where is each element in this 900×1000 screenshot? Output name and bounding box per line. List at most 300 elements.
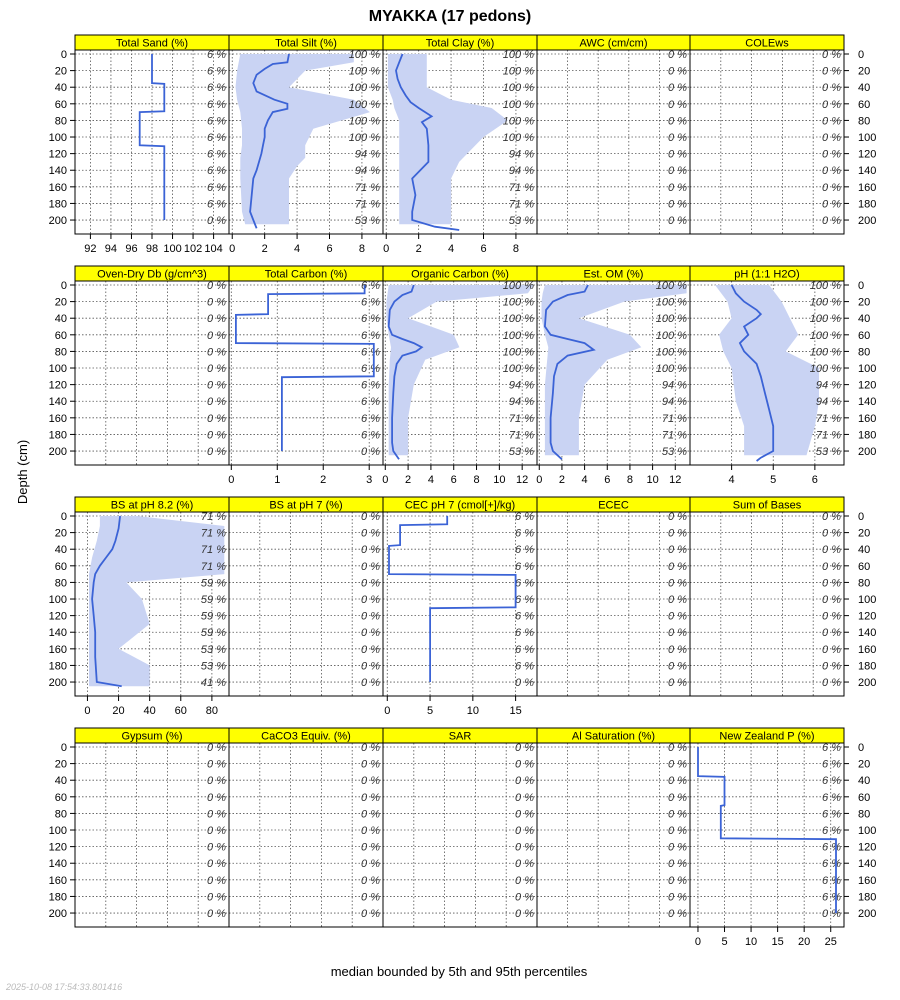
x-tick-label: 10	[646, 474, 659, 486]
sample-percent-label: 100 %	[348, 65, 380, 78]
y-tick-label: 160	[858, 181, 877, 194]
y-tick-label: 200	[48, 677, 67, 690]
sample-percent-label: 59 %	[200, 610, 226, 623]
y-tick-label: 140	[48, 627, 67, 640]
y-tick-label: 140	[858, 858, 877, 871]
sample-percent-label: 100 %	[502, 296, 534, 309]
sample-percent-label: 6 %	[207, 49, 226, 61]
sample-percent-label: 100 %	[348, 98, 380, 111]
y-tick-label: 100	[48, 363, 67, 376]
x-tick-label: 4	[581, 474, 588, 486]
sample-percent-label: 6 %	[822, 874, 841, 887]
sample-percent-label: 0 %	[668, 677, 687, 690]
panel	[690, 728, 844, 948]
panel	[229, 728, 383, 927]
sample-percent-label: 6 %	[361, 396, 380, 409]
sample-percent-label: 0 %	[207, 296, 226, 309]
sample-percent-label: 0 %	[668, 65, 687, 78]
panel	[383, 728, 537, 927]
panel-strip-label: Gypsum (%)	[121, 730, 183, 743]
sample-percent-label: 6 %	[207, 148, 226, 161]
sample-percent-label: 100 %	[655, 329, 687, 342]
sample-percent-label: 6 %	[515, 560, 534, 573]
sample-percent-label: 6 %	[207, 65, 226, 78]
y-tick-label: 200	[858, 446, 877, 459]
sample-percent-label: 0 %	[207, 329, 226, 342]
sample-percent-label: 6 %	[207, 82, 226, 95]
x-tick-label: 94	[104, 243, 118, 255]
sample-percent-label: 0 %	[822, 544, 841, 557]
sample-percent-label: 0 %	[668, 610, 687, 623]
y-tick-label: 200	[48, 215, 67, 228]
y-tick-label: 60	[858, 98, 871, 111]
panel-strip-label: Organic Carbon (%)	[411, 268, 509, 281]
sample-percent-label: 53 %	[508, 215, 534, 228]
sample-percent-label: 94 %	[815, 379, 841, 392]
sample-percent-label: 71 %	[661, 429, 687, 442]
sample-percent-label: 0 %	[207, 758, 226, 771]
sample-percent-label: 0 %	[207, 791, 226, 804]
sample-percent-label: 0 %	[668, 98, 687, 111]
sample-percent-label: 0 %	[361, 560, 380, 573]
x-tick-label: 8	[358, 243, 365, 255]
sample-percent-label: 100 %	[348, 132, 380, 145]
y-tick-label: 120	[48, 841, 67, 854]
y-tick-label: 60	[858, 560, 871, 573]
x-tick-label: 4	[448, 243, 455, 255]
x-tick-label: 5	[770, 474, 777, 486]
y-tick-label: 60	[54, 560, 67, 573]
y-tick-label: 80	[858, 808, 871, 821]
sample-percent-label: 6 %	[361, 363, 380, 376]
sample-percent-label: 0 %	[361, 660, 380, 673]
y-tick-label: 20	[54, 296, 67, 309]
sample-percent-label: 0 %	[822, 82, 841, 95]
sample-percent-label: 53 %	[354, 215, 380, 228]
y-tick-label: 180	[48, 429, 67, 442]
sample-percent-label: 71 %	[815, 429, 841, 442]
sample-percent-label: 0 %	[668, 808, 687, 821]
y-tick-label: 0	[858, 742, 865, 754]
y-tick-label: 0	[60, 49, 67, 61]
panel	[228, 266, 383, 486]
x-tick-label: 0	[229, 243, 236, 255]
sample-percent-label: 6 %	[822, 775, 841, 788]
y-tick-label: 140	[48, 396, 67, 409]
sample-percent-label: 0 %	[207, 858, 226, 871]
y-tick-label: 160	[858, 412, 877, 425]
x-tick-label: 0	[384, 705, 391, 717]
sample-percent-label: 0 %	[515, 825, 534, 838]
x-tick-label: 40	[143, 705, 156, 717]
sample-percent-label: 0 %	[668, 908, 687, 921]
sample-percent-label: 6 %	[822, 825, 841, 838]
sample-percent-label: 0 %	[361, 891, 380, 904]
y-tick-label: 20	[54, 65, 67, 78]
panel	[690, 266, 844, 486]
sample-percent-label: 0 %	[668, 577, 687, 590]
sample-percent-label: 0 %	[361, 908, 380, 921]
panel-frame	[229, 743, 383, 927]
y-tick-label: 120	[48, 148, 67, 161]
x-tick-label: 80	[205, 705, 219, 717]
sample-percent-label: 0 %	[668, 148, 687, 161]
sample-percent-label: 0 %	[361, 610, 380, 623]
x-tick-label: 4	[728, 474, 735, 486]
y-tick-label: 100	[48, 132, 67, 145]
panel	[75, 35, 229, 255]
sample-percent-label: 0 %	[207, 429, 226, 442]
sample-percent-label: 0 %	[668, 132, 687, 145]
panel-strip-label: New Zealand P (%)	[719, 730, 815, 743]
sample-percent-label: 0 %	[822, 215, 841, 228]
sample-percent-label: 6 %	[515, 577, 534, 590]
sample-percent-label: 0 %	[822, 610, 841, 623]
sample-percent-label: 6 %	[361, 429, 380, 442]
panel-strip-label: BS at pH 8.2 (%)	[110, 499, 194, 512]
sample-percent-label: 0 %	[822, 165, 841, 178]
sample-percent-label: 100 %	[809, 313, 841, 326]
sample-percent-label: 0 %	[361, 841, 380, 854]
y-tick-label: 0	[858, 511, 865, 523]
x-tick-label: 3	[366, 474, 373, 486]
x-tick-label: 20	[798, 936, 811, 948]
sample-percent-label: 100 %	[809, 363, 841, 376]
sample-percent-label: 6 %	[822, 858, 841, 871]
y-tick-label: 180	[48, 660, 67, 673]
x-axis-label: median bounded by 5th and 95th percentiles	[330, 964, 588, 979]
panel	[536, 266, 690, 486]
sample-percent-label: 0 %	[668, 758, 687, 771]
sample-percent-label: 53 %	[508, 446, 534, 459]
sample-percent-label: 0 %	[207, 346, 226, 359]
chart-title: MYAKKA (17 pedons)	[368, 8, 532, 25]
sample-percent-label: 6 %	[515, 544, 534, 557]
sample-percent-label: 0 %	[207, 363, 226, 376]
sample-percent-label: 0 %	[822, 49, 841, 61]
sample-percent-label: 0 %	[361, 791, 380, 804]
panel	[383, 35, 537, 255]
sample-percent-label: 0 %	[822, 98, 841, 111]
panel-strip-label: Oven-Dry Db (g/cm^3)	[97, 268, 207, 281]
sample-percent-label: 71 %	[200, 560, 226, 573]
sample-percent-label: 100 %	[502, 98, 534, 111]
y-tick-label: 100	[858, 132, 877, 145]
y-tick-label: 100	[858, 825, 877, 838]
sample-percent-label: 6 %	[822, 891, 841, 904]
sample-percent-label: 6 %	[207, 115, 226, 128]
y-tick-label: 40	[858, 313, 871, 326]
sample-percent-label: 94 %	[354, 148, 380, 161]
sample-percent-label: 0 %	[361, 677, 380, 690]
x-tick-label: 5	[721, 936, 728, 948]
sample-percent-label: 0 %	[822, 132, 841, 145]
sample-percent-label: 0 %	[361, 858, 380, 871]
y-tick-label: 140	[48, 858, 67, 871]
x-tick-label: 6	[326, 243, 333, 255]
sample-percent-label: 100 %	[809, 346, 841, 359]
y-tick-label: 40	[54, 313, 67, 326]
y-tick-label: 80	[54, 577, 67, 590]
sample-percent-label: 0 %	[207, 908, 226, 921]
sample-percent-label: 6 %	[361, 280, 380, 292]
y-tick-label: 180	[858, 891, 877, 904]
sample-percent-label: 71 %	[200, 527, 226, 540]
x-tick-label: 8	[626, 474, 633, 486]
y-tick-label: 20	[858, 527, 871, 540]
sample-percent-label: 94 %	[508, 148, 534, 161]
sample-percent-label: 6 %	[515, 660, 534, 673]
y-tick-label: 200	[48, 908, 67, 921]
sample-percent-label: 0 %	[207, 280, 226, 292]
sample-percent-label: 0 %	[361, 627, 380, 640]
x-tick-label: 0	[84, 705, 91, 717]
sample-percent-label: 100 %	[502, 82, 534, 95]
sample-percent-label: 100 %	[809, 296, 841, 309]
y-tick-label: 180	[48, 198, 67, 211]
y-tick-label: 140	[858, 396, 877, 409]
y-tick-label: 100	[48, 594, 67, 607]
y-tick-label: 140	[858, 165, 877, 178]
sample-percent-label: 0 %	[361, 825, 380, 838]
x-tick-label: 12	[516, 474, 529, 486]
sample-percent-label: 59 %	[200, 594, 226, 607]
panel-strip-label: CEC pH 7 (cmol[+]/kg)	[404, 499, 516, 512]
x-tick-label: 0	[536, 474, 543, 486]
y-tick-label: 80	[54, 346, 67, 359]
x-tick-label: 60	[174, 705, 187, 717]
panel-strip-label: SAR	[448, 730, 472, 743]
x-tick-label: 6	[480, 243, 487, 255]
y-tick-label: 200	[48, 446, 67, 459]
sample-percent-label: 0 %	[515, 874, 534, 887]
sample-percent-label: 6 %	[822, 758, 841, 771]
panel	[537, 728, 690, 927]
sample-percent-label: 0 %	[822, 643, 841, 656]
sample-percent-label: 71 %	[661, 412, 687, 425]
sample-percent-label: 100 %	[655, 296, 687, 309]
x-tick-label: 0	[383, 243, 390, 255]
sample-percent-label: 100 %	[502, 115, 534, 128]
panel	[690, 35, 844, 234]
sample-percent-label: 100 %	[502, 132, 534, 145]
sample-percent-label: 0 %	[822, 511, 841, 523]
sample-percent-label: 0 %	[361, 758, 380, 771]
sample-percent-label: 6 %	[822, 841, 841, 854]
y-tick-label: 60	[858, 791, 871, 804]
sample-percent-label: 0 %	[515, 775, 534, 788]
median-line	[236, 285, 374, 451]
y-tick-label: 60	[54, 791, 67, 804]
sample-percent-label: 0 %	[822, 115, 841, 128]
percentile-band	[388, 54, 508, 224]
panel-frame	[690, 743, 844, 927]
y-tick-label: 120	[858, 148, 877, 161]
panel-frame	[75, 281, 229, 465]
sample-percent-label: 0 %	[207, 379, 226, 392]
sample-percent-label: 100 %	[502, 65, 534, 78]
sample-percent-label: 0 %	[515, 808, 534, 821]
y-tick-label: 180	[48, 891, 67, 904]
x-tick-label: 2	[261, 243, 268, 255]
sample-percent-label: 0 %	[515, 791, 534, 804]
sample-percent-label: 0 %	[668, 215, 687, 228]
sample-percent-label: 0 %	[515, 858, 534, 871]
sample-percent-label: 0 %	[361, 527, 380, 540]
y-tick-label: 80	[54, 808, 67, 821]
sample-percent-label: 0 %	[668, 165, 687, 178]
x-tick-label: 15	[771, 936, 784, 948]
sample-percent-label: 0 %	[515, 758, 534, 771]
sample-percent-label: 94 %	[354, 165, 380, 178]
sample-percent-label: 0 %	[668, 660, 687, 673]
x-tick-label: 102	[183, 243, 203, 255]
x-tick-label: 92	[84, 243, 97, 255]
panel-frame	[75, 743, 229, 927]
percentile-band	[715, 285, 819, 455]
sample-percent-label: 0 %	[361, 775, 380, 788]
sample-percent-label: 94 %	[661, 379, 687, 392]
sample-percent-label: 6 %	[361, 412, 380, 425]
panel-frame	[229, 512, 383, 696]
panel-strip-label: AWC (cm/cm)	[579, 37, 648, 50]
y-tick-label: 120	[48, 610, 67, 623]
x-tick-label: 0	[228, 474, 235, 486]
sample-percent-label: 6 %	[822, 808, 841, 821]
x-tick-label: 12	[669, 474, 682, 486]
y-tick-label: 200	[858, 908, 877, 921]
panel-frame	[383, 512, 537, 696]
sample-percent-label: 71 %	[200, 511, 226, 523]
panel-frame	[229, 281, 383, 465]
sample-percent-label: 6 %	[361, 329, 380, 342]
y-tick-label: 20	[858, 65, 871, 78]
sample-percent-label: 0 %	[515, 891, 534, 904]
sample-percent-label: 0 %	[207, 396, 226, 409]
y-tick-label: 60	[54, 98, 67, 111]
sample-percent-label: 100 %	[655, 313, 687, 326]
sample-percent-label: 0 %	[668, 511, 687, 523]
x-tick-label: 8	[512, 243, 519, 255]
panel	[75, 497, 229, 717]
panel	[229, 35, 383, 255]
sample-percent-label: 100 %	[502, 49, 534, 61]
sample-percent-label: 100 %	[655, 280, 687, 292]
sample-percent-label: 0 %	[668, 198, 687, 211]
x-tick-label: 4	[427, 474, 434, 486]
sample-percent-label: 100 %	[502, 363, 534, 376]
sample-percent-label: 0 %	[207, 841, 226, 854]
sample-percent-label: 0 %	[207, 313, 226, 326]
sample-percent-label: 100 %	[655, 363, 687, 376]
sample-percent-label: 0 %	[668, 643, 687, 656]
x-tick-label: 104	[204, 243, 223, 255]
sample-percent-label: 6 %	[515, 594, 534, 607]
y-tick-label: 60	[54, 329, 67, 342]
panel	[537, 35, 690, 234]
sample-percent-label: 6 %	[361, 346, 380, 359]
y-tick-label: 20	[858, 758, 871, 771]
sample-percent-label: 100 %	[348, 115, 380, 128]
sample-percent-label: 71 %	[354, 198, 380, 211]
sample-percent-label: 0 %	[668, 560, 687, 573]
sample-percent-label: 0 %	[207, 742, 226, 754]
y-tick-label: 160	[48, 181, 67, 194]
panel	[690, 497, 844, 696]
sample-percent-label: 100 %	[348, 49, 380, 61]
sample-percent-label: 0 %	[668, 775, 687, 788]
y-tick-label: 140	[48, 165, 67, 178]
x-tick-label: 6	[604, 474, 611, 486]
sample-percent-label: 100 %	[502, 346, 534, 359]
x-tick-label: 20	[112, 705, 125, 717]
sample-percent-label: 71 %	[508, 198, 534, 211]
panel-strip-label: Total Carbon (%)	[264, 268, 348, 281]
sample-percent-label: 0 %	[207, 412, 226, 425]
x-tick-label: 6	[450, 474, 457, 486]
panel-strip-label: COLEws	[745, 37, 789, 50]
sample-percent-label: 0 %	[668, 858, 687, 871]
sample-percent-label: 100 %	[809, 280, 841, 292]
sample-percent-label: 6 %	[207, 181, 226, 194]
sample-percent-label: 0 %	[668, 181, 687, 194]
sample-percent-label: 0 %	[361, 446, 380, 459]
sample-percent-label: 0 %	[668, 627, 687, 640]
sample-percent-label: 6 %	[822, 791, 841, 804]
panel	[229, 497, 383, 696]
sample-percent-label: 0 %	[207, 808, 226, 821]
panel-strip-label: Total Silt (%)	[275, 37, 337, 50]
x-tick-label: 1	[274, 474, 281, 486]
y-tick-label: 120	[858, 841, 877, 854]
sample-percent-label: 6 %	[207, 198, 226, 211]
panel	[75, 728, 229, 927]
y-tick-label: 160	[858, 874, 877, 887]
x-tick-label: 10	[466, 705, 479, 717]
y-tick-label: 40	[858, 82, 871, 95]
y-tick-label: 80	[858, 115, 871, 128]
y-tick-label: 180	[858, 660, 877, 673]
sample-percent-label: 100 %	[809, 329, 841, 342]
y-tick-label: 200	[858, 215, 877, 228]
sample-percent-label: 0 %	[361, 544, 380, 557]
sample-percent-label: 94 %	[508, 165, 534, 178]
sample-percent-label: 0 %	[668, 874, 687, 887]
sample-percent-label: 0 %	[668, 527, 687, 540]
x-tick-label: 5	[426, 705, 434, 717]
sample-percent-label: 0 %	[668, 49, 687, 61]
sample-percent-label: 6 %	[361, 296, 380, 309]
panel-strip-label: pH (1:1 H2O)	[734, 268, 800, 281]
x-tick-label: 2	[405, 474, 412, 486]
sample-percent-label: 0 %	[822, 594, 841, 607]
sample-percent-label: 0 %	[668, 544, 687, 557]
y-tick-label: 0	[60, 280, 67, 292]
y-tick-label: 80	[54, 115, 67, 128]
sample-percent-label: 0 %	[361, 577, 380, 590]
sample-percent-label: 0 %	[361, 511, 380, 523]
sample-percent-label: 100 %	[502, 313, 534, 326]
sample-percent-label: 53 %	[661, 446, 687, 459]
y-tick-label: 120	[48, 379, 67, 392]
x-tick-label: 2	[320, 474, 327, 486]
panel-frame	[690, 50, 844, 234]
x-tick-label: 100	[163, 243, 182, 255]
x-tick-label: 2	[558, 474, 565, 486]
y-tick-label: 200	[858, 677, 877, 690]
sample-percent-label: 0 %	[361, 643, 380, 656]
panel-strip-label: CaCO3 Equiv. (%)	[261, 730, 351, 743]
